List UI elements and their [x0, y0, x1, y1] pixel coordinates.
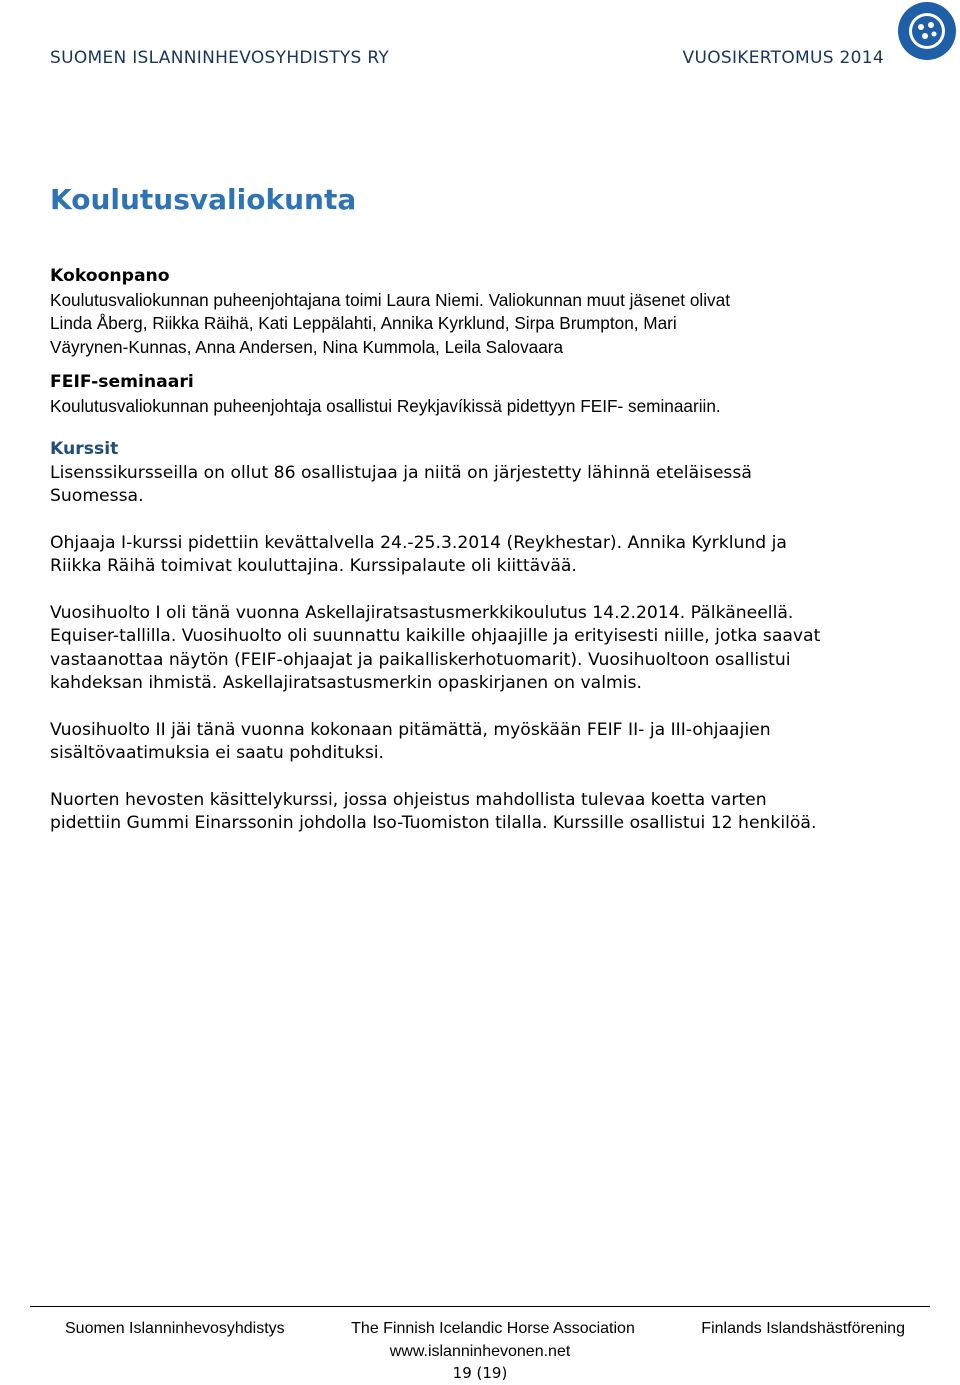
nuorten-line: pidettiin Gummi Einarssonin johdolla Iso-Tuomiston tilalla. Kurssille osallistui 12 henkilöä.	[50, 813, 817, 833]
vuosihuolto1-line: Equiser-tallilla. Vuosihuolto oli suunnattu kaikille ohjaajille ja erityisesti niille, jotka saavat	[50, 626, 821, 646]
footer-divider	[30, 1306, 930, 1307]
footer-finnish-name: Suomen Islanninhevosyhdistys	[65, 1320, 285, 1337]
kokoonpano-line: Väyrynen-Kunnas, Anna Andersen, Nina Kummola, Leila Salovaara	[50, 336, 564, 357]
heading-kurssit: Kurssit	[50, 439, 119, 459]
page-number: 19 (19)	[452, 1364, 508, 1382]
footer-website: www.islanninhevonen.net	[389, 1343, 571, 1360]
kurssit-line: Lisenssikursseilla on ollut 86 osallistujaa ja niitä on järjestetty lähinnä eteläisessä	[50, 462, 752, 483]
header-left-title: SUOMEN ISLANNINHEVOSYHDISTYS RY	[50, 48, 390, 68]
vuosihuolto1-line: kahdeksan ihmistä. Askellajiratsastusmerkin opaskirjanen on valmis.	[50, 673, 642, 693]
vuosihuolto2-line: sisältövaatimuksia ei saatu pohdituksi.	[50, 743, 385, 763]
header-right-title: VUOSIKERTOMUS 2014	[682, 48, 884, 68]
footer-english-name: The Finnish Icelandic Horse Association	[351, 1320, 635, 1337]
heading-kokoonpano: Kokoonpano	[50, 266, 170, 286]
page-title: Koulutusvaliokunta	[50, 183, 357, 216]
kokoonpano-line: Koulutusvaliokunnan puheenjohtajana toimi Laura Niemi. Valiokunnan muut jäsenet olivat	[50, 289, 730, 310]
heading-feif-seminaari: FEIF-seminaari	[50, 372, 194, 392]
kokoonpano-line: Linda Åberg, Riikka Räihä, Kati Leppälahti, Annika Kyrklund, Sirpa Brumpton, Mari	[50, 313, 677, 333]
kurssit-line: Suomessa.	[50, 486, 144, 506]
vuosihuolto2-line: Vuosihuolto II jäi tänä vuonna kokonaan pitämättä, myöskään FEIF II- ja III-ohjaajien	[50, 719, 771, 740]
association-logo	[896, 0, 958, 62]
ohjaaja-line: Riikka Räihä toimivat kouluttajina. Kurssipalaute oli kiittävää.	[50, 556, 577, 576]
ohjaaja-line: Ohjaaja I-kurssi pidettiin kevättalvella 24.-25.3.2014 (Reykhestar). Annika Kyrklund ja	[50, 532, 787, 553]
nuorten-line: Nuorten hevosten käsittelykurssi, jossa ohjeistus mahdollista tulevaa koetta varten	[50, 789, 767, 810]
footer-swedish-name: Finlands Islandshästförening	[701, 1320, 905, 1337]
vuosihuolto1-line: vastaanottaa näytön (FEIF-ohjaajat ja paikalliskerhotuomarit). Vuosihuoltoon osallistui	[50, 649, 791, 670]
feif-text: Koulutusvaliokunnan puheenjohtaja osallistui Reykjavíkissä pidettyyn FEIF- seminaariin.	[50, 395, 721, 416]
vuosihuolto1-line: Vuosihuolto I oli tänä vuonna Askellajiratsastusmerkkikoulutus 14.2.2014. Pälkäneellä.	[50, 602, 794, 623]
footer-row	[65, 1320, 905, 1338]
